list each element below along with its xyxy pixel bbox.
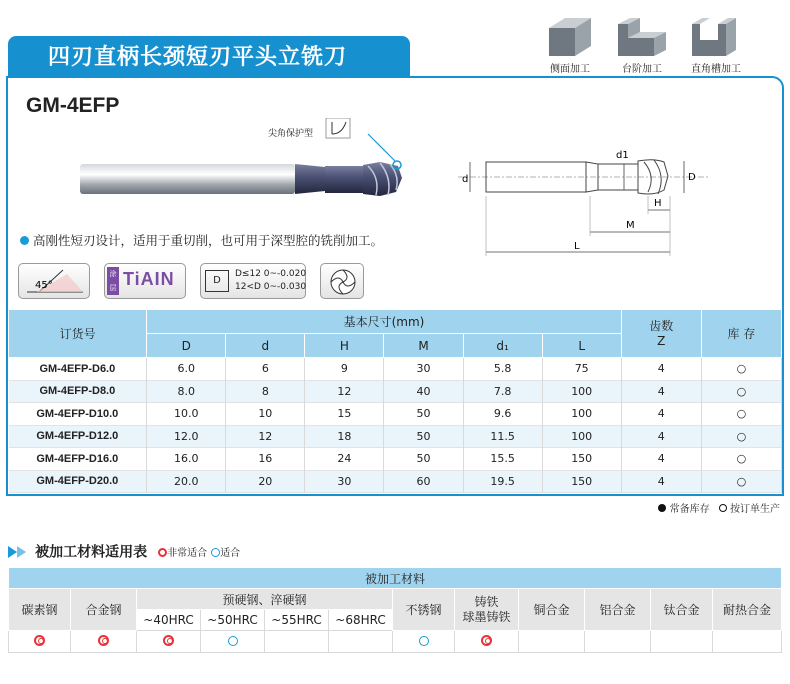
rating-cell xyxy=(393,631,455,653)
rating-cell xyxy=(265,631,329,653)
mat-cast-iron: 铸铁 球墨铸铁 xyxy=(455,589,519,631)
cell-D: 10.0 xyxy=(147,403,226,426)
materials-header: 被加工材料 xyxy=(9,568,782,589)
cell-D: 16.0 xyxy=(147,448,226,471)
mat-stainless: 不锈钢 xyxy=(393,589,455,631)
rating-cell xyxy=(519,631,585,653)
cell-D: 12.0 xyxy=(147,425,226,448)
cell-M: 50 xyxy=(384,425,463,448)
cell-d: 16 xyxy=(226,448,305,471)
rating-cell xyxy=(137,631,201,653)
made-to-order-icon xyxy=(719,504,727,512)
cell-H: 18 xyxy=(305,425,384,448)
four-flute-icon xyxy=(321,264,365,300)
cell-Z: 4 xyxy=(621,448,701,471)
spec-table xyxy=(8,309,782,493)
table-row xyxy=(9,448,782,471)
very-suitable-icon xyxy=(98,635,109,646)
cell-M: 50 xyxy=(384,448,463,471)
cell-d: 6 xyxy=(226,358,305,381)
cell-L: 150 xyxy=(542,448,621,471)
cell-Z: 4 xyxy=(621,403,701,426)
cell-no: GM-4EFP-D20.0 xyxy=(9,470,147,493)
tolerance-icon: D xyxy=(205,270,229,292)
table-row xyxy=(9,358,782,381)
cell-d: 20 xyxy=(226,470,305,493)
cell-d1: 19.5 xyxy=(463,470,542,493)
helix-angle-icon xyxy=(19,264,91,300)
helix-badge xyxy=(18,263,90,299)
cell-L: 100 xyxy=(542,425,621,448)
hrc-40: ~40HRC xyxy=(137,610,201,631)
hrc-68: ~68HRC xyxy=(329,610,393,631)
hrc-55: ~55HRC xyxy=(265,610,329,631)
mat-aluminum: 铝合金 xyxy=(585,589,651,631)
title-banner xyxy=(8,36,410,76)
rating-cell xyxy=(9,631,71,653)
tolerance-badge: D D≤12 0~-0.020 12<D 0~-0.030 xyxy=(200,263,306,299)
rating-cell xyxy=(713,631,782,653)
side-milling-icon xyxy=(545,14,595,58)
mat-heat-resist: 耐热合金 xyxy=(713,589,782,631)
side-milling: 侧面加工 xyxy=(538,14,602,75)
slot-milling: 直角槽加工 xyxy=(684,14,748,75)
col-order-no: 订货号 xyxy=(9,310,147,358)
coating-badge xyxy=(104,263,186,299)
cell-Z: 4 xyxy=(621,425,701,448)
cell-L: 150 xyxy=(542,470,621,493)
very-suitable-icon xyxy=(34,635,45,646)
cell-no: GM-4EFP-D10.0 xyxy=(9,403,147,426)
suitable-icon xyxy=(419,636,429,646)
cell-stock: ○ xyxy=(701,425,781,448)
cell-d1: 15.5 xyxy=(463,448,542,471)
rating-cell xyxy=(329,631,393,653)
mat-titanium: 钛合金 xyxy=(651,589,713,631)
cell-d1: 7.8 xyxy=(463,380,542,403)
col-stock: 库 存 xyxy=(701,310,781,358)
cell-D: 6.0 xyxy=(147,358,226,381)
dim-L-label: L xyxy=(574,241,580,252)
svg-text:45°: 45° xyxy=(35,280,53,291)
cell-D: 8.0 xyxy=(147,380,226,403)
cell-no: GM-4EFP-D8.0 xyxy=(9,380,147,403)
cell-d1: 11.5 xyxy=(463,425,542,448)
table-row xyxy=(9,380,782,403)
col-d1: d₁ xyxy=(463,334,542,358)
cell-stock: ○ xyxy=(701,448,781,471)
corner-protection-label: 尖角保护型 xyxy=(268,129,314,139)
cell-L: 100 xyxy=(542,380,621,403)
cell-stock: ○ xyxy=(701,403,781,426)
cell-M: 50 xyxy=(384,403,463,426)
double-arrow-icon xyxy=(8,546,30,558)
dim-H-label: H xyxy=(654,198,662,209)
suitable-icon xyxy=(228,636,238,646)
cell-H: 12 xyxy=(305,380,384,403)
cell-no: GM-4EFP-D16.0 xyxy=(9,448,147,471)
mat-carbon: 碳素钢 xyxy=(9,589,71,631)
mat-hardened: 预硬钢、淬硬钢 xyxy=(137,589,393,610)
table-row xyxy=(9,470,782,493)
col-L: L xyxy=(542,334,621,358)
rating-cell xyxy=(585,631,651,653)
table-row xyxy=(9,425,782,448)
col-H: H xyxy=(305,334,384,358)
col-M: M xyxy=(384,334,463,358)
cell-H: 9 xyxy=(305,358,384,381)
cell-H: 15 xyxy=(305,403,384,426)
suitable-icon xyxy=(211,548,220,557)
coating-prefix: 涂层 xyxy=(107,267,119,295)
materials-section-title: 被加工材料适用表 非常适合 适合 xyxy=(8,541,240,562)
cell-Z: 4 xyxy=(621,470,701,493)
cell-M: 60 xyxy=(384,470,463,493)
step-milling-icon xyxy=(614,14,670,58)
description: 高刚性短刃设计，适用于重切削，也可用于深型腔的铣削加工。 xyxy=(20,231,383,249)
bullet-icon xyxy=(20,236,29,245)
cell-H: 30 xyxy=(305,470,384,493)
dim-M-label: M xyxy=(626,220,635,231)
dim-D-label: D xyxy=(688,172,696,183)
cell-stock: ○ xyxy=(701,358,781,381)
cell-d: 8 xyxy=(226,380,305,403)
model-number: GM-4EFP xyxy=(26,94,120,117)
cell-d: 10 xyxy=(226,403,305,426)
rating-cell xyxy=(201,631,265,653)
col-teeth: 齿数 Z xyxy=(621,310,701,358)
col-d: d xyxy=(226,334,305,358)
cell-D: 20.0 xyxy=(147,470,226,493)
cell-Z: 4 xyxy=(621,380,701,403)
col-basic-size: 基本尺寸(mm) xyxy=(147,310,622,334)
cell-L: 100 xyxy=(542,403,621,426)
cell-no: GM-4EFP-D6.0 xyxy=(9,358,147,381)
cell-no: GM-4EFP-D12.0 xyxy=(9,425,147,448)
flute-badge xyxy=(320,263,364,299)
cell-H: 24 xyxy=(305,448,384,471)
rating-cell xyxy=(455,631,519,653)
cell-L: 75 xyxy=(542,358,621,381)
cell-d1: 9.6 xyxy=(463,403,542,426)
very-suitable-icon xyxy=(163,635,174,646)
cell-d1: 5.8 xyxy=(463,358,542,381)
dimension-drawing xyxy=(458,140,718,260)
cell-Z: 4 xyxy=(621,358,701,381)
very-suitable-icon xyxy=(158,548,167,557)
step-milling: 台阶加工 xyxy=(610,14,674,75)
coating-name: TiAIN xyxy=(123,269,175,289)
in-stock-icon xyxy=(658,504,666,512)
mat-copper: 铜合金 xyxy=(519,589,585,631)
rating-cell xyxy=(651,631,713,653)
dim-d-label: d xyxy=(462,174,469,185)
cell-M: 30 xyxy=(384,358,463,381)
col-D: D xyxy=(147,334,226,358)
mat-alloy: 合金钢 xyxy=(71,589,137,631)
dim-d1-label: d1 xyxy=(616,150,629,161)
stock-legend: 常备库存 按订单生产 xyxy=(658,500,780,515)
cell-M: 40 xyxy=(384,380,463,403)
page-title: 四刃直柄长颈短刃平头立铣刀 xyxy=(48,45,348,70)
materials-table xyxy=(8,567,782,653)
hrc-50: ~50HRC xyxy=(201,610,265,631)
cell-stock: ○ xyxy=(701,470,781,493)
table-row xyxy=(9,403,782,426)
very-suitable-icon xyxy=(481,635,492,646)
materials-rating-row xyxy=(9,631,782,653)
slot-milling-icon xyxy=(688,14,744,58)
cell-stock: ○ xyxy=(701,380,781,403)
rating-cell xyxy=(71,631,137,653)
cell-d: 12 xyxy=(226,425,305,448)
end-mill-illustration xyxy=(80,118,410,208)
